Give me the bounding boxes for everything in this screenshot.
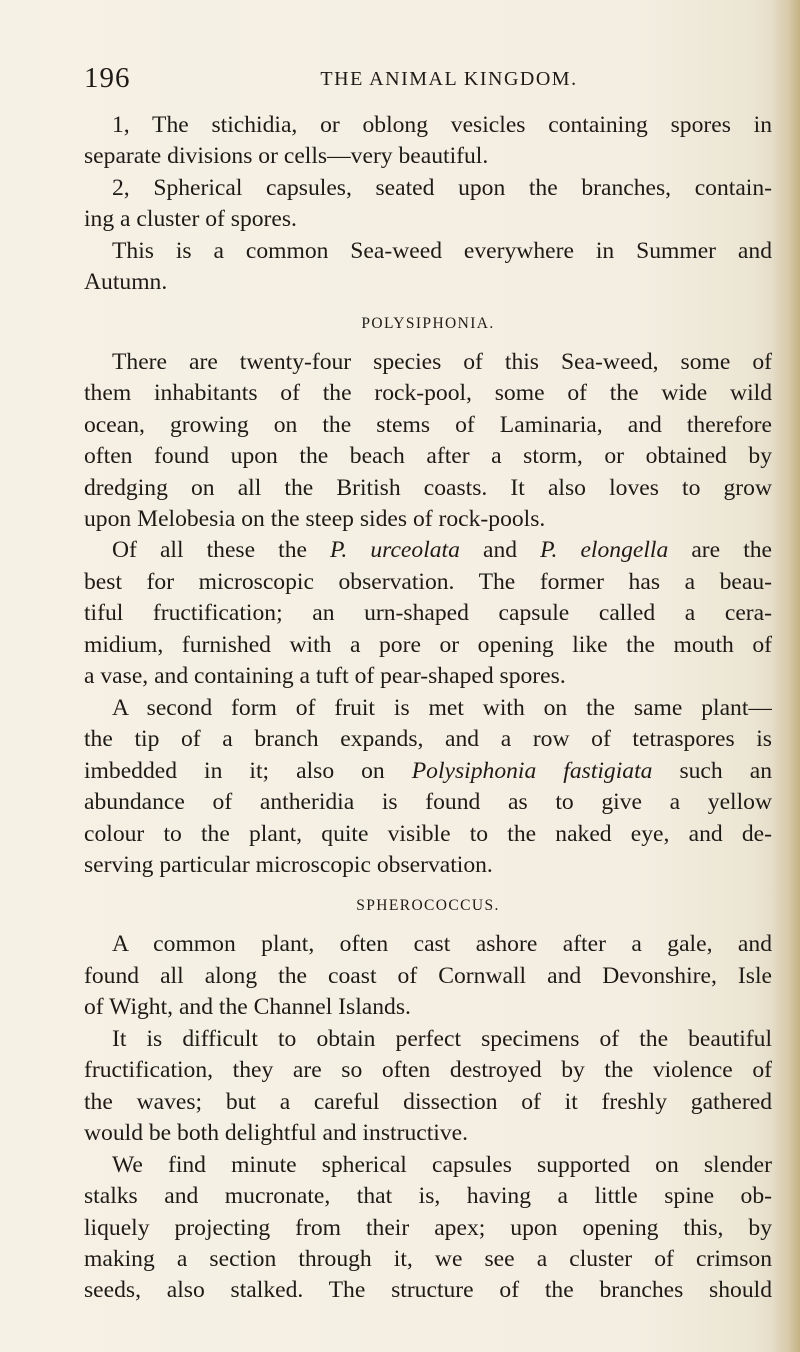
text-run: imbedded in it; also on: [84, 757, 412, 784]
list-item-2-line: 2, Spherical capsules, seated upon the branches, contain-: [112, 174, 772, 201]
page-number: 196: [84, 62, 131, 94]
paragraph-line: the tip of a branch expands, and a row of tetraspores is: [84, 726, 772, 753]
paragraph-line: them inhabitants of the rock-pool, some of the wide wild: [84, 380, 772, 407]
intro-line: Autumn.: [84, 269, 168, 296]
text-run: such an: [652, 757, 772, 784]
paragraph-line: best for microscopic observation. The former has a beau-: [84, 568, 772, 595]
intro-line: This is a common Sea-weed everywhere in Summer and: [112, 237, 772, 264]
paragraph-line: midium, furnished with a pore or opening like the mouth of: [84, 631, 772, 658]
paragraph-line: of Wight, and the Channel Islands.: [84, 994, 411, 1021]
paragraph-line: the waves; but a careful dissection of it freshly gathered: [84, 1088, 772, 1115]
paragraph-line: making a section through it, we see a cluster of crimson: [84, 1245, 772, 1272]
page-header: [84, 62, 774, 102]
paragraph-line: It is difficult to obtain perfect specimens of the beautiful: [112, 1025, 772, 1052]
paragraph-line: a vase, and containing a tuft of pear-shaped spores.: [84, 663, 566, 690]
paragraph-line: [84, 535, 772, 566]
paragraph-line: found all along the coast of Cornwall and Devonshire, Isle: [84, 962, 772, 989]
species-name: Polysiphonia fastigiata: [411, 757, 653, 784]
list-item-2-line: ing a cluster of spores.: [84, 206, 297, 233]
text-run: Of all these the: [112, 537, 331, 564]
paragraph-line: ocean, growing on the stems of Laminaria, and therefore: [84, 411, 772, 438]
page-body: [84, 110, 772, 1307]
paragraph-line: stalks and mucronate, that is, having a little spine ob-: [84, 1183, 772, 1210]
paragraph-line: often found upon the beach after a storm, or obtained by: [84, 443, 772, 470]
paragraph-line: [84, 756, 772, 787]
section-heading-polysiphonia: POLYSIPHONIA.: [361, 314, 495, 332]
paragraph-line: tiful fructification; an urn-shaped capsule called a cera-: [84, 600, 772, 627]
text-run: and: [459, 537, 541, 564]
species-name: P. elongella: [540, 537, 669, 564]
paragraph-line: There are twenty-four species of this Sea-weed, some of: [112, 348, 772, 375]
paragraph-line: dredging on all the British coasts. It also loves to grow: [84, 474, 772, 501]
paragraph-line: abundance of antheridia is found as to give a yellow: [84, 789, 772, 816]
list-item-1-line: separate divisions or cells—very beautiful.: [84, 143, 489, 170]
page-edge: [772, 0, 800, 1352]
paragraph-line: serving particular microscopic observation.: [84, 851, 493, 878]
species-name: P. urceolata: [330, 537, 460, 564]
paragraph-line: We find minute spherical capsules supported on slender: [112, 1151, 772, 1178]
paragraph-line: colour to the plant, quite visible to the naked eye, and de-: [84, 820, 772, 847]
text-run: are the: [668, 537, 772, 564]
paragraph-line: A second form of fruit is met with on the same plant—: [112, 694, 772, 721]
paragraph-line: seeds, also stalked. The structure of the branches should: [84, 1277, 772, 1304]
running-title: THE ANIMAL KINGDOM.: [320, 68, 578, 90]
paragraph-line: A common plant, often cast ashore after a gale, and: [112, 931, 772, 958]
list-item-1-line: 1, The stichidia, or oblong vesicles containing spores in: [112, 112, 772, 138]
paragraph-line: would be both delightful and instructive.: [84, 1120, 468, 1147]
paragraph-line: liquely projecting from their apex; upon opening this, by: [84, 1214, 772, 1241]
paragraph-line: upon Melobesia on the steep sides of rock-pools.: [84, 505, 546, 532]
paragraph-line: fructification, they are so often destroyed by the violence of: [84, 1057, 772, 1084]
section-heading-spherococcus: SPHEROCOCCUS.: [356, 897, 500, 915]
